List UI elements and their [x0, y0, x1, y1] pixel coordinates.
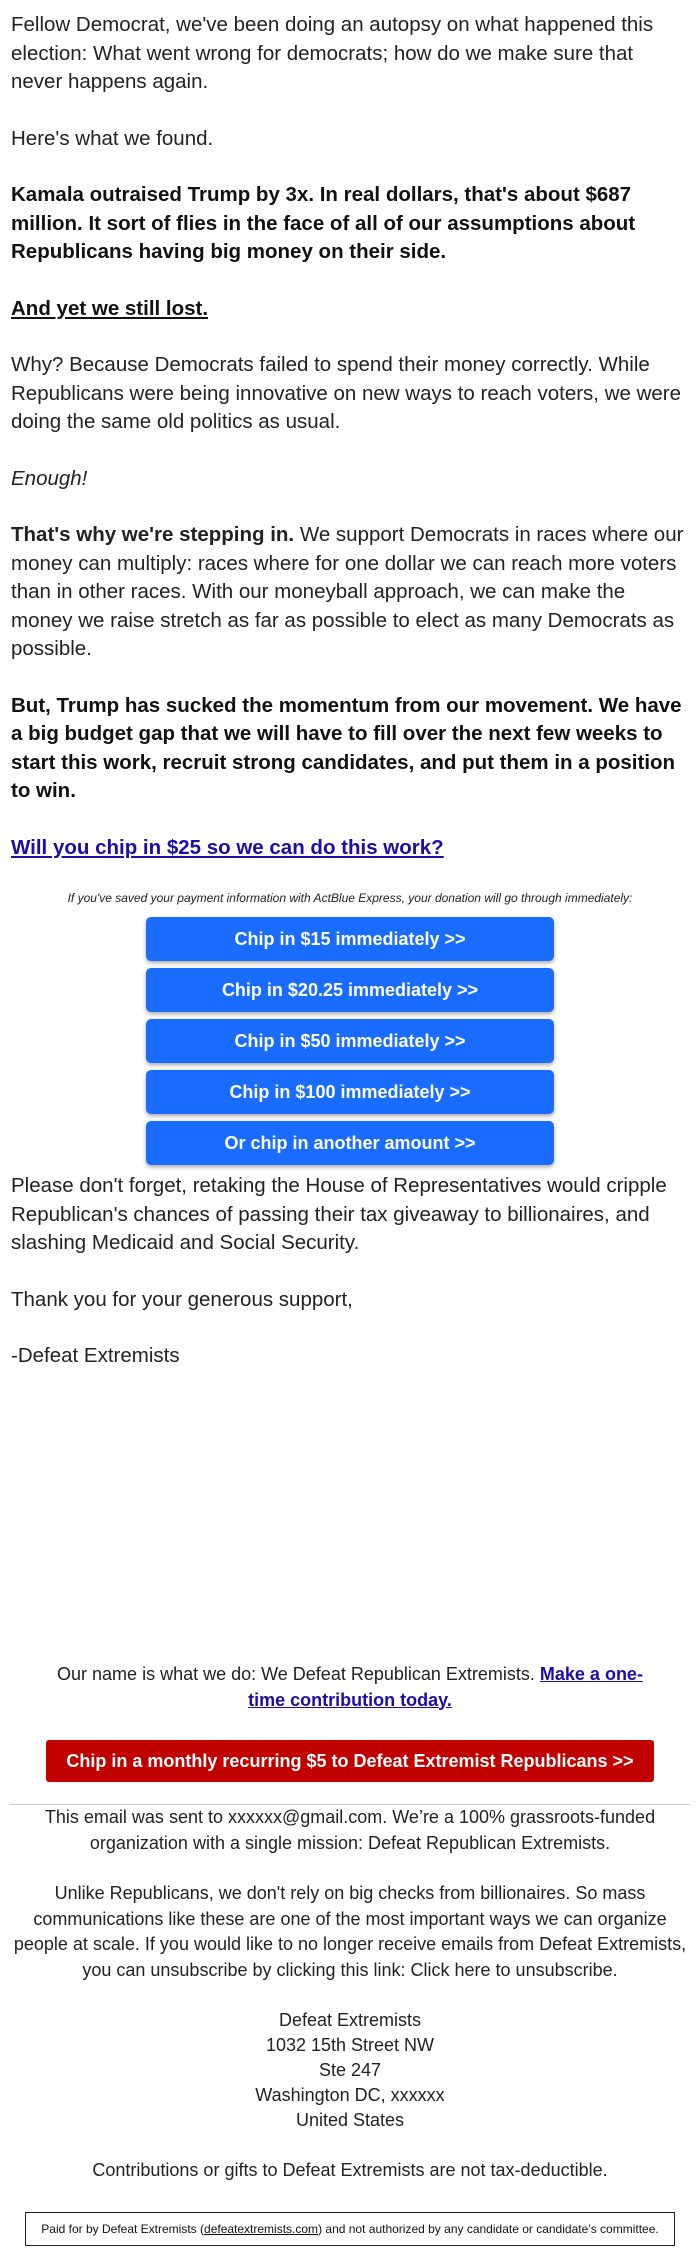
stepping-in-paragraph: [11, 521, 689, 664]
thank-you-paragraph: Thank you for your generous support,: [11, 1287, 353, 1311]
outraised-paragraph: Kamala outraised Trump by 3x. In real dollars, that's about $687 million. It sort of flies in the face of all of our assumptions about Republicans having big money on their side.: [11, 183, 636, 263]
stepping-in-rest: We support Democrats in races where our money can multiply: races where for one dollar we can reach more voters than in other races. With our moneyball approach, we can make the money we raise stretch as far as possible to elect as many Democrats as possible.: [11, 523, 684, 660]
still-lost-paragraph: [11, 295, 689, 324]
address-line: 1032 15th Street NW: [265, 2035, 435, 2055]
stepping-in-lead: That's why we're stepping in.: [11, 523, 295, 546]
defeatextremists-site-link[interactable]: defeatextremists.com: [204, 2221, 319, 2236]
chip-in-15-button[interactable]: Chip in $15 immediately >>: [146, 917, 554, 961]
address-line: Defeat Extremists: [278, 2010, 422, 2030]
address-line: Ste 247: [318, 2060, 382, 2080]
enough-text: Enough!: [11, 466, 88, 490]
footer-intro-text: Our name is what we do: We Defeat Republican Extremists.: [57, 1664, 540, 1684]
paid-for-pre: Paid for by Defeat Extremists (: [41, 2221, 205, 2236]
email-footer: [0, 1662, 700, 2246]
found-paragraph: Here's what we found.: [11, 126, 214, 150]
paid-for-disclaimer: [25, 2212, 675, 2246]
one-time-contribution-link[interactable]: Make a one-time contribution today.: [248, 1664, 643, 1710]
donation-buttons: [11, 917, 689, 1172]
budget-gap-paragraph: But, Trump has sucked the momentum from our movement. We have a big budget gap that we will have to fill over the next few weeks to start this work, recruit strong candidates, and put them in a position to win.: [11, 693, 682, 802]
mailing-address: [0, 2008, 700, 2133]
chip-in-other-amount-button[interactable]: Or chip in another amount >>: [146, 1121, 554, 1165]
address-line: United States: [295, 2110, 405, 2130]
footer-intro: [0, 1662, 700, 1713]
sent-to-text: This email was sent to xxxxxx@gmail.com. We’re a 100% grassroots-funded organization with a single mission: Defeat Republican Extremists.: [44, 1807, 656, 1853]
enough-paragraph: [11, 465, 689, 494]
house-paragraph: Please don't forget, retaking the House of Representatives would cripple Republican's chances of passing their tax giveaway to billionaires, and slashing Medicaid and Social Security.: [11, 1174, 667, 1254]
monthly-recurring-button[interactable]: Chip in a monthly recurring $5 to Defeat Extremist Republicans >>: [46, 1740, 654, 1782]
intro-paragraph: Fellow Democrat, we've been doing an autopsy on what happened this election: What went wrong for democrats; how do we make sure that never happens again.: [11, 13, 654, 93]
tax-deductible-text: Contributions or gifts to Defeat Extremists are not tax-deductible.: [92, 2160, 608, 2180]
actblue-note: If you've saved your payment information with ActBlue Express, your donation will go through immediately:: [67, 891, 633, 905]
chip-in-25-link[interactable]: Will you chip in $25 so we can do this work?: [11, 835, 444, 859]
chip-in-20-25-button[interactable]: Chip in $20.25 immediately >>: [146, 968, 554, 1012]
chip-in-100-button[interactable]: Chip in $100 immediately >>: [146, 1070, 554, 1114]
cta-paragraph: [11, 834, 689, 863]
paid-for-post: ) and not authorized by any candidate or candidate’s committee.: [318, 2221, 659, 2236]
chip-in-50-button[interactable]: Chip in $50 immediately >>: [146, 1019, 554, 1063]
unsubscribe-text: Unlike Republicans, we don't rely on big checks from billionaires. So mass communications like these are one of the most important ways we can organize people at scale. If you would like to no longer receive emails from Defeat Extremists, you can unsubscribe by clicking this link: Click here to unsubscribe.: [13, 1883, 687, 1980]
why-paragraph: Why? Because Democrats failed to spend their money correctly. While Republicans were being innovative on new ways to reach voters, we were doing the same old politics as usual.: [11, 353, 682, 433]
still-lost-text: And yet we still lost.: [11, 296, 209, 320]
address-line: Washington DC, xxxxxx: [255, 2085, 445, 2105]
signature: -Defeat Extremists: [11, 1344, 180, 1367]
